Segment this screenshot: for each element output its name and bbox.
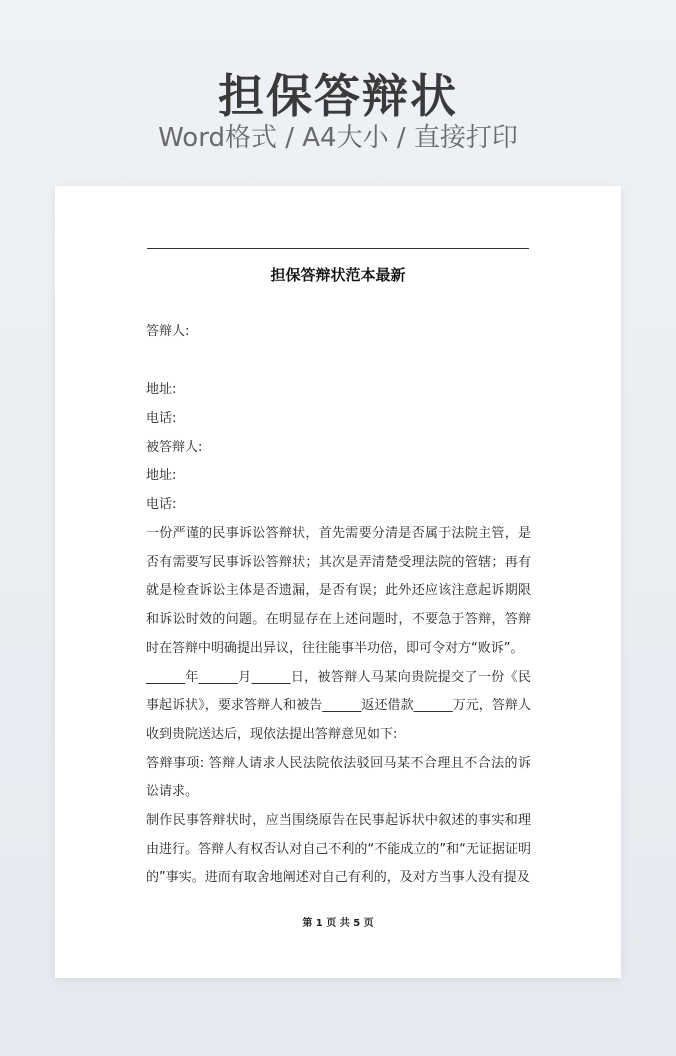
document-title: 担保答辩状范本最新 [270, 266, 406, 284]
defendant-address-label: 地址: [146, 468, 177, 483]
document-body [146, 520, 531, 893]
header-rule [147, 248, 529, 249]
defendant-phone-label: 电话: [146, 497, 177, 512]
paragraph-defense-items: 答辩事项: 答辩人请求人民法院依法驳回马某不合理且不合法的诉讼请求。 [146, 755, 531, 800]
hero-title: 担保答辩状 [218, 69, 458, 123]
respondent-label: 答辩人: [146, 324, 190, 339]
paragraph-intro: 一份严谨的民事诉讼答辩状，首先需要分清是否属于法院主管，是否有需要写民事诉讼答辩状；其次是弄清楚受理法院的管辖；再有就是检查诉讼主体是否遗漏，是否有误；此外还应该注意起诉期限和诉讼时效的问题。在明显存在上述问题时，不要急于答辩，答辩时在答辩中明确提出异议，往往能事半功倍，即可令对方“败诉”。 [146, 526, 531, 656]
paragraph-drafting-notes: 制作民事答辩状时，应当围绕原告在民事起诉状中叙述的事实和理由进行。答辩人有权否认对自己不利的“不能成立的”和“无证据证明的”事实。进而有取舍地阐述对自己有利的，及对方当事人没有提及 [146, 813, 531, 886]
respondent-phone-label: 电话: [146, 411, 177, 426]
hero-subtitle: Word格式 / A4大小 / 直接打印 [158, 123, 518, 153]
page-number: 第 1 页 共 5 页 [302, 918, 374, 929]
defendant-label: 被答辩人: [146, 440, 203, 455]
respondent-address-label: 地址: [146, 382, 177, 397]
document-page [55, 186, 621, 978]
paragraph-facts: ______年______月______日，被答辩人马某向贵院提交了一份《民事起诉状》，要求答辩人和被告______返还借款______万元，答辩人收到贵院送达后，现依法提出答辩意见如下: [146, 669, 531, 742]
